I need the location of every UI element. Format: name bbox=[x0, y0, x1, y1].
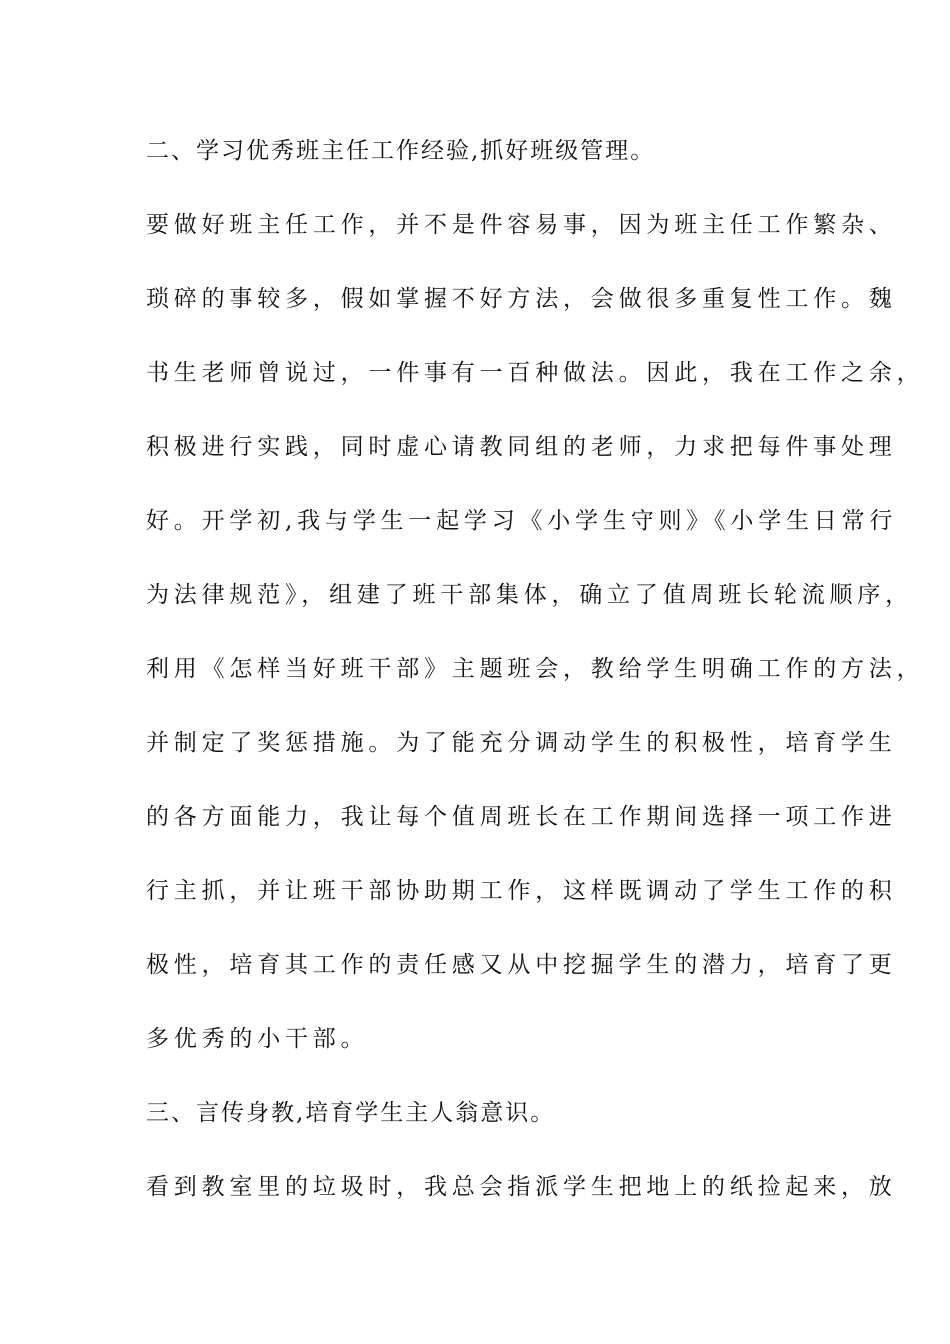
paragraph-line: 并制定了奖惩措施。为了能充分调动学生的积极性，培育学生 bbox=[146, 730, 897, 756]
paragraph-line: 要做好班主任工作，并不是件容易事，因为班主任工作繁杂、 bbox=[146, 212, 897, 238]
paragraph-line: 看到教室里的垃圾时，我总会指派学生把地上的纸捡起来，放 bbox=[146, 1174, 897, 1200]
section-heading-2: 二、学习优秀班主任工作经验,抓好班级管理。 bbox=[146, 138, 656, 164]
paragraph-line: 好。开学初,我与学生一起学习《小学生守则》《小学生日常行 bbox=[146, 508, 898, 534]
paragraph-line: 极性，培育其工作的责任感又从中挖掘学生的潜力，培育了更 bbox=[146, 952, 897, 978]
paragraph-line: 琐碎的事较多，假如掌握不好方法，会做很多重复性工作。魏 bbox=[146, 286, 897, 312]
paragraph-line: 书生老师曾说过，一件事有一百种做法。因此，我在工作之余， bbox=[146, 360, 925, 386]
paragraph-line: 行主抓，并让班干部协助期工作，这样既调动了学生工作的积 bbox=[146, 878, 897, 904]
paragraph-line: 积极进行实践，同时虚心请教同组的老师，力求把每件事处理 bbox=[146, 434, 897, 460]
paragraph-line: 的各方面能力，我让每个值周班长在工作期间选择一项工作进 bbox=[146, 804, 897, 830]
paragraph-line: 利用《怎样当好班干部》主题班会，教给学生明确工作的方法， bbox=[146, 656, 925, 682]
section-heading-3: 三、言传身教,培育学生主人翁意识。 bbox=[146, 1100, 556, 1126]
paragraph-line: 为法律规范》，组建了班干部集体，确立了值周班长轮流顺序， bbox=[146, 582, 913, 608]
paragraph-line: 多优秀的小干部。 bbox=[146, 1026, 369, 1052]
